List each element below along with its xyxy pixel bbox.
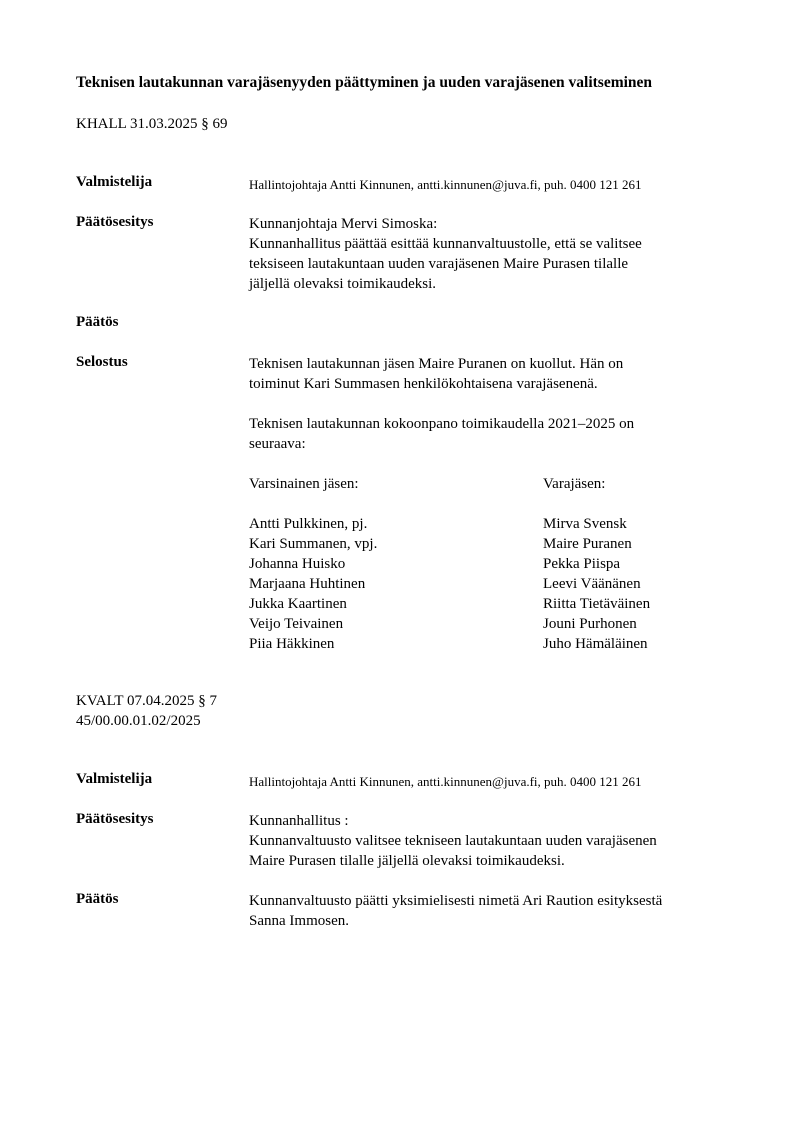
members-list <box>249 514 377 654</box>
kvalt-reference-block <box>76 691 217 731</box>
deputy-name: Pekka Piispa <box>543 556 621 572</box>
text-line: Kunnanjohtaja Mervi Simoska: <box>249 216 438 232</box>
kvalt-paatosesitys-label: Päätösesitys <box>76 811 154 827</box>
khall-paatos-label: Päätös <box>76 314 119 330</box>
members-header: Varsinainen jäsen: <box>249 476 359 492</box>
text-line: jäljellä olevaksi toimikaudeksi. <box>249 276 437 292</box>
kvalt-valmistelija-value: Hallintojohtaja Antti Kinnunen, antti.kinnunen@juva.fi, puh. 0400 121 261 <box>249 774 642 789</box>
member-name: Antti Pulkkinen, pj. <box>249 516 368 532</box>
khall-paatosesitys-text <box>249 214 642 294</box>
khall-valmistelija-label: Valmistelija <box>76 174 153 190</box>
kvalt-valmistelija-label: Valmistelija <box>76 771 153 787</box>
text-line: Kunnanhallitus : <box>249 813 349 829</box>
text-line: Sanna Immosen. <box>249 913 349 929</box>
member-name: Marjaana Huhtinen <box>249 576 366 592</box>
kvalt-paatos-label: Päätös <box>76 891 119 907</box>
text-line: seuraava: <box>249 436 306 452</box>
kvalt-paatos-text <box>249 891 662 931</box>
text-line: Maire Purasen tilalle jäljellä olevaksi toimikaudeksi. <box>249 853 565 869</box>
text-line: Teknisen lautakunnan kokoonpano toimikaudella 2021–2025 on <box>249 416 635 432</box>
deputy-name: Leevi Väänänen <box>543 576 641 592</box>
text-line: Kunnanvaltuusto valitsee tekniseen lautakuntaan uuden varajäsenen <box>249 833 657 849</box>
text-line: teksiseen lautakuntaan uuden varajäsenen Maire Purasen tilalle <box>249 256 629 272</box>
deputy-name: Maire Puranen <box>543 536 632 552</box>
text-line: Kunnanvaltuusto päätti yksimielisesti nimetä Ari Raution esityksestä <box>249 893 663 909</box>
khall-valmistelija-value: Hallintojohtaja Antti Kinnunen, antti.kinnunen@juva.fi, puh. 0400 121 261 <box>249 177 642 192</box>
deputies-header: Varajäsen: <box>543 476 606 492</box>
deputy-name: Jouni Purhonen <box>543 616 637 632</box>
document-title: Teknisen lautakunnan varajäsenyyden päättyminen ja uuden varajäsenen valitseminen <box>76 74 653 91</box>
deputies-list <box>543 514 650 654</box>
member-name: Jukka Kaartinen <box>249 596 347 612</box>
deputy-name: Juho Hämäläinen <box>543 636 648 652</box>
text-line: Kunnanhallitus päättää esittää kunnanvaltuustolle, että se valitsee <box>249 236 642 252</box>
khall-paatosesitys-label: Päätösesitys <box>76 214 154 230</box>
khall-selostus-paragraph-2 <box>249 414 634 454</box>
deputy-name: Riitta Tietäväinen <box>543 596 651 612</box>
case-number: 45/00.00.01.02/2025 <box>76 713 201 729</box>
text-line: Teknisen lautakunnan jäsen Maire Puranen on kuollut. Hän on <box>249 356 624 372</box>
member-name: Veijo Teivainen <box>249 616 344 632</box>
deputy-name: Mirva Svensk <box>543 516 627 532</box>
khall-selostus-paragraph-1 <box>249 354 623 394</box>
kvalt-reference: KVALT 07.04.2025 § 7 <box>76 693 217 709</box>
khall-reference: KHALL 31.03.2025 § 69 <box>76 116 228 132</box>
khall-selostus-label: Selostus <box>76 354 128 370</box>
kvalt-paatosesitys-text <box>249 811 657 871</box>
member-name: Johanna Huisko <box>249 556 346 572</box>
text-line: toiminut Kari Summasen henkilökohtaisena varajäsenenä. <box>249 376 598 392</box>
member-name: Kari Summanen, vpj. <box>249 536 378 552</box>
member-name: Piia Häkkinen <box>249 636 335 652</box>
